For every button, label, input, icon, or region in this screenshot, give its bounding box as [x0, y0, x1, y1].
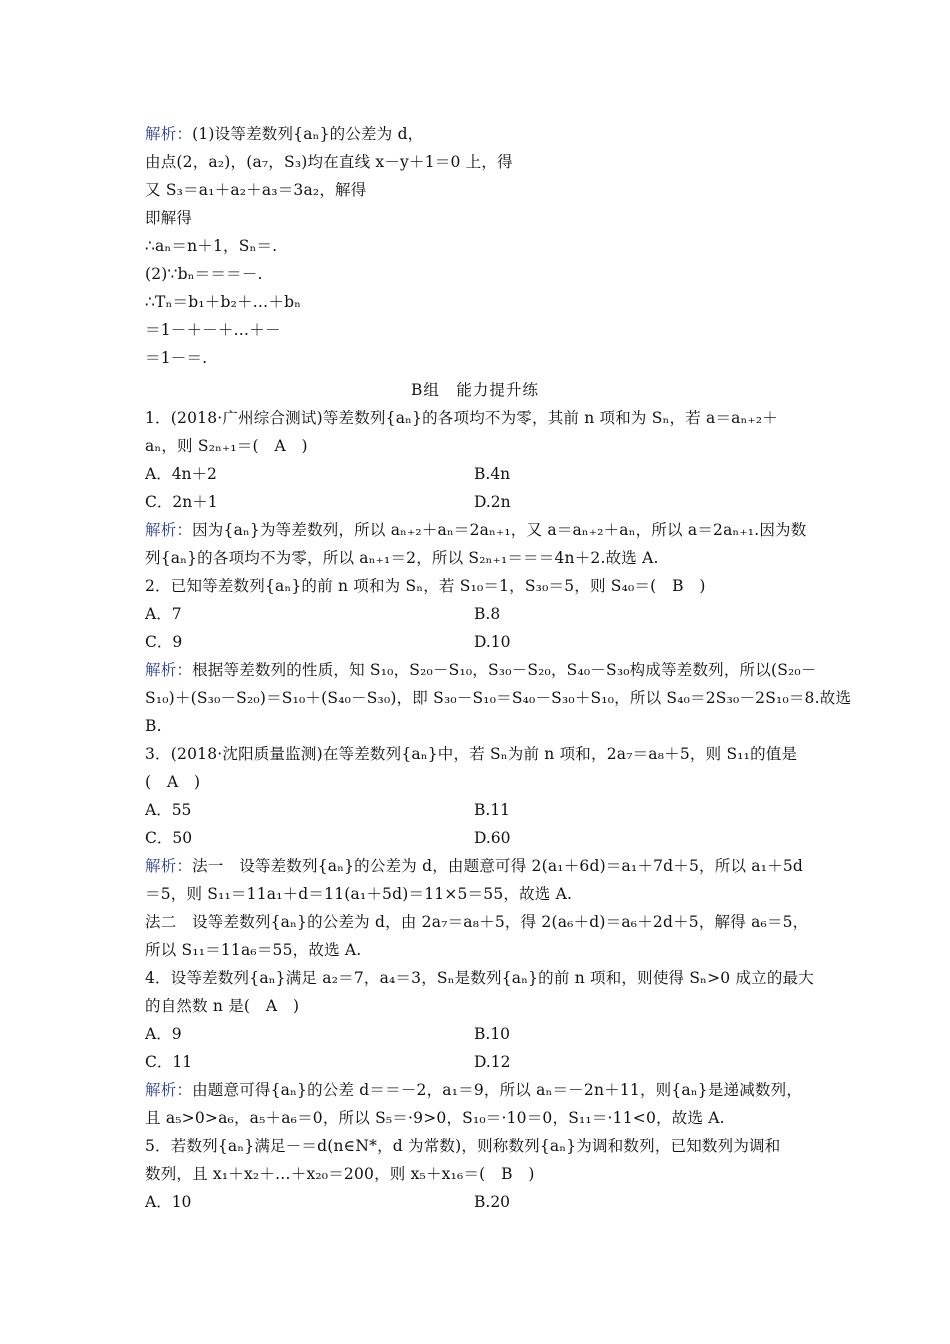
text-line: [145, 716, 162, 736]
option-right: B.4n: [474, 465, 511, 483]
analysis-line: [145, 660, 817, 680]
line-text: ∴aₙ＝n＋1，Sₙ＝.: [145, 237, 278, 255]
text-line: [145, 152, 513, 172]
option-left: A．4n＋2: [145, 465, 217, 483]
line-text: ＝5，则 S₁₁＝11a₁＋d＝11(a₁＋5d)＝11×5＝55，故选 A.: [145, 885, 573, 903]
text-line: [145, 744, 797, 764]
option-right: B.20: [474, 1193, 511, 1211]
line-text: ＝1－＋－＋…＋－: [145, 321, 281, 339]
line-text: 法一 设等差数列{aₙ}的公差为 d，由题意可得 2(a₁＋6d)＝a₁＋7d＋5，所以 a₁＋5d: [192, 857, 804, 875]
text-line: [145, 292, 301, 312]
text-line: [145, 548, 659, 568]
option-right: D.60: [474, 829, 511, 847]
line-text: B.: [145, 717, 162, 735]
line-text: 所以 S₁₁＝11a₆＝55，故选 A.: [145, 941, 362, 959]
line-text: 3．(2018·沈阳质量监测)在等差数列{aₙ}中，若 Sₙ为前 n 项和，2a₇＝a₈＋5，则 S₁₁的值是: [145, 745, 798, 763]
option-left: A．55: [145, 801, 192, 819]
option-left: A．7: [145, 605, 182, 623]
text-line: [145, 940, 361, 960]
option-right: B.8: [474, 605, 501, 623]
analysis-label: 解析：: [145, 125, 193, 143]
analysis-line: [145, 124, 423, 144]
text-line: [145, 1164, 535, 1184]
text-line: [145, 772, 200, 792]
text-line: [145, 264, 263, 284]
text-line: [145, 1108, 725, 1128]
analysis-label: 解析：: [145, 1081, 193, 1099]
option-left: C．50: [145, 829, 193, 847]
option-right: B.11: [474, 801, 511, 819]
text-line: [145, 912, 808, 932]
option-left: C．2n＋1: [145, 493, 218, 511]
text-line: [145, 408, 778, 428]
line-text: 1．(2018·广州综合测试)等差数列{aₙ}的各项均不为零，其前 n 项和为 Sₙ，若 a＝aₙ₊₂＋: [145, 409, 778, 427]
line-text: (2)∵bₙ＝＝＝－.: [145, 265, 263, 283]
text-line: [145, 436, 308, 456]
option-left: A．10: [145, 1193, 192, 1211]
line-text: S₁₀)＋(S₃₀－S₂₀)＝S₁₀＋(S₄₀－S₃₀)，即 S₃₀－S₁₀＝S₄₀－S₃₀＋S₁₀，所以 S₄₀＝2S₃₀－2S₁₀＝8.故选: [145, 689, 852, 707]
text-line: [145, 208, 192, 228]
text-line: [145, 884, 572, 904]
analysis-line: [145, 1080, 802, 1100]
line-text: ∴Tₙ＝b₁＋b₂＋…＋bₙ: [145, 293, 302, 311]
line-text: 的自然数 n 是( A ): [145, 997, 300, 1015]
option-left: C．11: [145, 1053, 193, 1071]
text-line: [145, 996, 299, 1016]
line-text: 因为{aₙ}为等差数列，所以 aₙ₊₂＋aₙ＝2aₙ₊₁，又 a＝aₙ₊₂＋aₙ，所以 a＝2aₙ₊₁.因为数: [192, 521, 807, 539]
option-left: C．9: [145, 633, 183, 651]
analysis-label: 解析：: [145, 857, 193, 875]
line-text: (1)设等差数列{aₙ}的公差为 d，: [192, 125, 424, 143]
analysis-line: [145, 856, 803, 876]
line-text: 列{aₙ}的各项均不为零，所以 aₙ₊₁＝2，所以 S₂ₙ₊₁＝＝＝4n＋2.故选 A.: [145, 549, 659, 567]
line-text: 由题意可得{aₙ}的公差 d＝＝－2，a₁＝9，所以 aₙ＝－2n＋11，则{aₙ}是递减数列，: [192, 1081, 803, 1099]
option-right: D.2n: [474, 493, 511, 511]
option-right: D.10: [474, 633, 511, 651]
line-text: ＝1－＝.: [145, 349, 208, 367]
line-text: 数列，且 x₁＋x₂＋…＋x₂₀＝200，则 x₅＋x₁₆＝( B ): [145, 1165, 535, 1183]
line-text: 由点(2，a₂)，(a₇，S₃)均在直线 x－y＋1＝0 上，得: [145, 153, 513, 171]
option-right: B.10: [474, 1025, 511, 1043]
text-line: [145, 180, 366, 200]
line-text: 法二 设等差数列{aₙ}的公差为 d，由 2a₇＝a₈＋5，得 2(a₆＋d)＝a₆＋2d＋5，解得 a₆＝5，: [145, 913, 809, 931]
text-line: [145, 688, 851, 708]
line-text: 5．若数列{aₙ}满足－＝d(n∈N*，d 为常数)，则称数列{aₙ}为调和数列，已知数列为调和: [145, 1137, 781, 1155]
line-text: 根据等差数列的性质，知 S₁₀，S₂₀－S₁₀，S₃₀－S₂₀，S₄₀－S₃₀构成等差数列，所以(S₂₀－: [192, 661, 817, 679]
line-text: 即解得: [145, 209, 193, 227]
line-text: aₙ，则 S₂ₙ₊₁＝( A ): [145, 437, 308, 455]
line-text: 4．设等差数列{aₙ}满足 a₂＝7，a₄＝3，Sₙ是数列{aₙ}的前 n 项和，则使得 Sₙ>0 成立的最大: [145, 969, 814, 987]
text-line: [145, 320, 281, 340]
text-line: [145, 968, 814, 988]
analysis-label: 解析：: [145, 521, 193, 539]
line-text: ( A ): [145, 773, 201, 791]
section-heading: B组 能力提升练: [411, 381, 539, 399]
option-right: D.12: [474, 1053, 511, 1071]
analysis-label: 解析：: [145, 661, 193, 679]
text-line: [145, 576, 706, 596]
text-line: [145, 1136, 780, 1156]
line-text: 且 a₅>0>a₆，a₅＋a₆＝0，所以 S₅＝·9>0，S₁₀＝·10＝0，S₁₁＝·11<0，故选 A.: [145, 1109, 725, 1127]
line-text: 2．已知等差数列{aₙ}的前 n 项和为 Sₙ，若 S₁₀＝1，S₃₀＝5，则 S₄₀＝( B ): [145, 577, 706, 595]
text-line: [145, 236, 277, 256]
option-left: A．9: [145, 1025, 182, 1043]
text-line: [145, 348, 207, 368]
line-text: 又 S₃＝a₁＋a₂＋a₃＝3a₂，解得: [145, 181, 367, 199]
analysis-line: [145, 520, 806, 540]
